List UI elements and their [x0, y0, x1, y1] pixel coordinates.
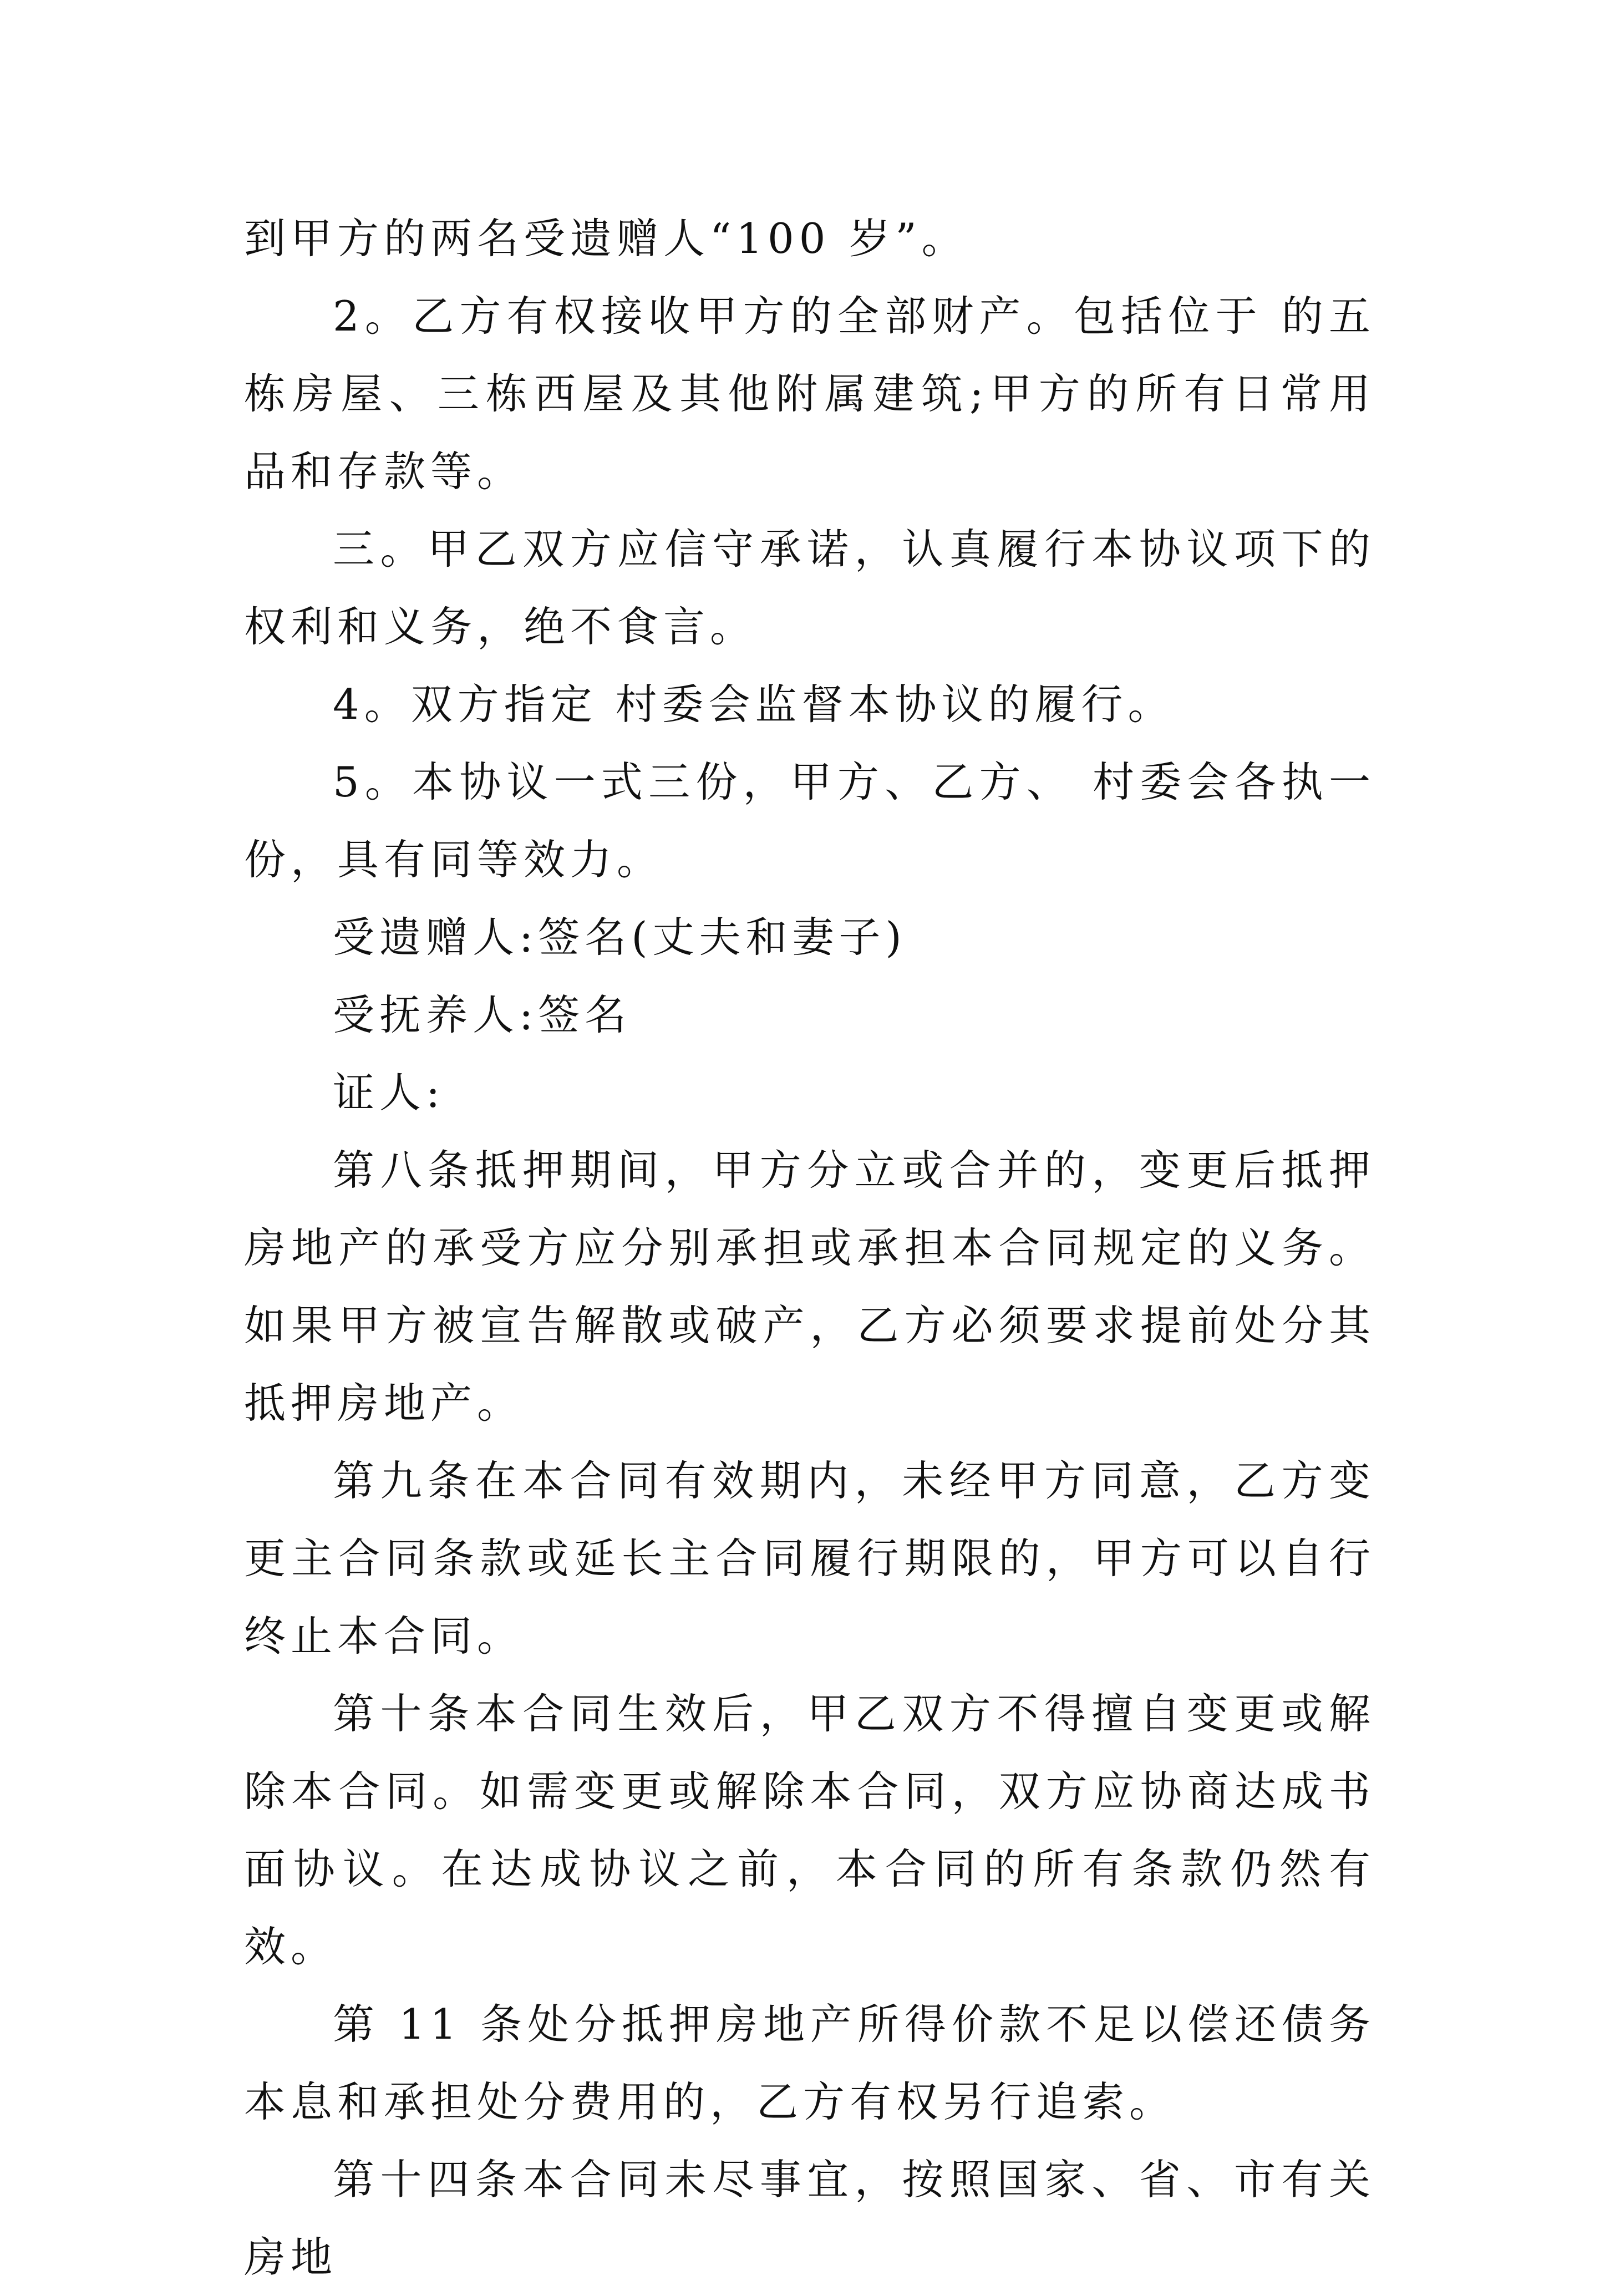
paragraph-article-11: 第 11 条处分抵押房地产所得价款不足以偿还债务本息和承担处分费用的，乙方有权另行追索。	[244, 2000, 1375, 2126]
paragraph-clause-5: 5。本协议一式三份，甲方、乙方、 村委会各执一份，具有同等效力。	[244, 758, 1375, 884]
paragraph-article-14: 第十四条本合同未尽事宜，按照国家、省、市有关房地	[244, 2155, 1375, 2282]
paragraph-article-10: 第十条本合同生效后，甲乙双方不得擅自变更或解除本合同。如需变更或解除本合同，双方应协商达成书面协议。在达成协议之前，本合同的所有条款仍然有效。	[244, 1689, 1375, 1971]
paragraph-continuation: 到甲方的两名受遗赠人“100 岁”。	[244, 214, 968, 263]
signature-line-dependent: 受抚养人:签名	[333, 990, 632, 1039]
paragraph-article-8: 第八条抵押期间，甲方分立或合并的，变更后抵押房地产的承受方应分别承担或承担本合同规定的义务。如果甲方被宣告解散或破产，乙方必须要求提前处分其抵押房地产。	[244, 1146, 1375, 1428]
document-body	[244, 200, 1375, 2296]
paragraph-article-9: 第九条在本合同有效期内，未经甲方同意，乙方变更主合同条款或延长主合同履行期限的，甲方可以自行终止本合同。	[244, 1456, 1375, 1660]
signature-line-witness: 证人:	[333, 1068, 445, 1117]
paragraph-clause-3: 三。甲乙双方应信守承诺，认真履行本协议项下的权利和义务，绝不食言。	[244, 525, 1375, 651]
signature-line-legatee: 受遗赠人:签名(丈夫和妻子)	[333, 913, 907, 962]
paragraph-clause-2: 2。乙方有权接收甲方的全部财产。包括位于 的五栋房屋、三栋西屋及其他附属建筑;甲方的所有日常用品和存款等。	[244, 292, 1375, 496]
paragraph-clause-4: 4。双方指定 村委会监督本协议的履行。	[333, 680, 1175, 729]
